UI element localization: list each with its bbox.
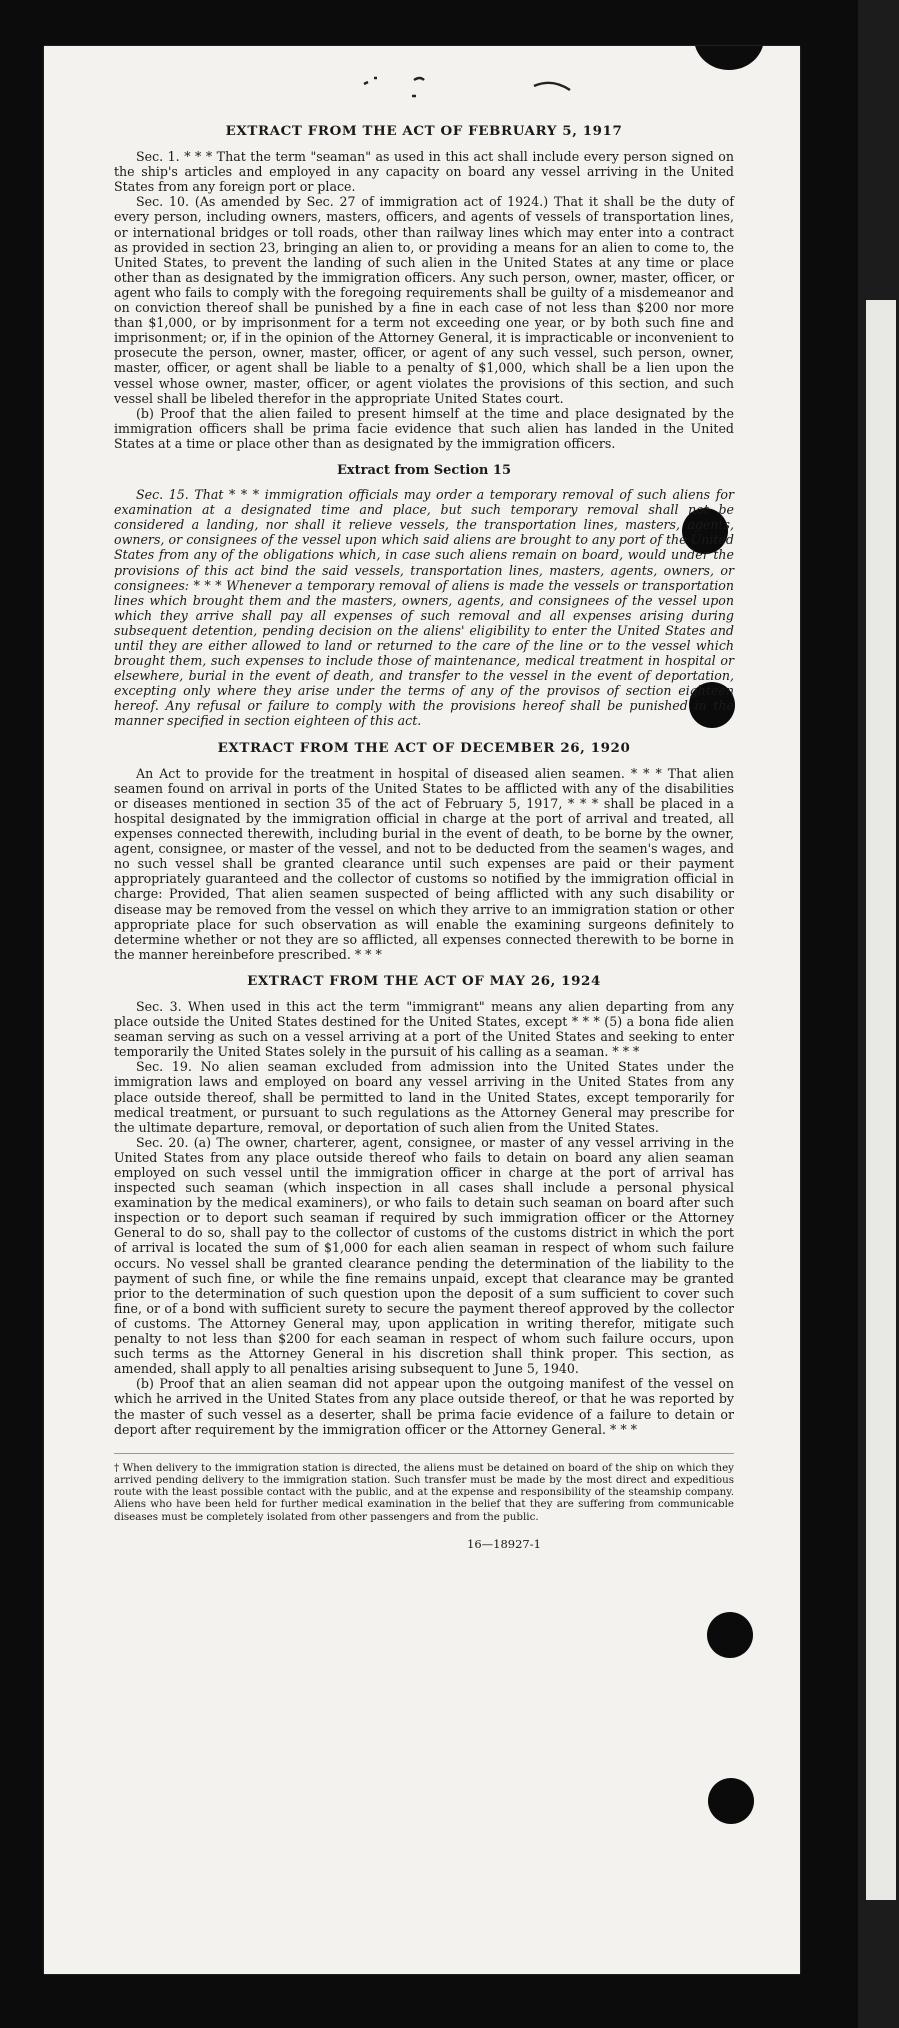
- document-body: [114, 124, 734, 1552]
- section-3-paragraph: Sec. 3. When used in this act the term "immigrant" means any alien departing from any place outside the United States destined for the United States, except * * * (5) a bona fide alien seaman serving as such on a vessel arriving at a port of the United States and seeking to enter temporarily the United States solely in the pursuit of his calling as a seaman. * * *: [114, 998, 734, 1060]
- heading-section-15: Extract from Section 15: [336, 462, 512, 478]
- section-20a-paragraph: Sec. 20. (a) The owner, charterer, agent, consignee, or master of any vessel arriving in the United States from any place outside thereof who fails to detain on board any alien seaman employed on such vessel until the immigration officer in charge at the port of arrival has inspected such seaman (which inspection in all cases shall include a personal physical examination by the medical examiners), or who fails to detain such seaman on board after such inspection or to deport such seaman if required by such immigration officer or the Attorney General to do so, shall pay to the collector of customs of the customs district in which the port of arrival is located the sum of $1,000 for each alien seaman in respect of whom such failure occurs. No vessel shall be granted clearance pending the determination of the liability to the payment of such fine, or while the fine remains unpaid, except that clearance may be granted prior to the determination of such question upon the deposit of a sum sufficient to cover such fine, or of a bond with sufficient surety to secure the payment thereof approved by the collector of customs. The Attorney General may, upon application in writing therefor, mitigate such penalty to not less than $200 for each seaman in respect of whom such failure occurs, upon such terms as the Attorney General in his discretion shall think proper. This section, as amended, shall apply to all penalties arising subsequent to June 5, 1940.: [114, 1134, 734, 1377]
- section-15-paragraph: Sec. 15. That * * * immigration officials may order a temporary removal of such aliens for examination at a designated time and place, but such temporary removal shall not be considered a landing, nor shall it relieve vessels, the transportation lines, masters, agents, owners, or consignees of the vessel upon which said aliens are brought to any port of the United States from any of the obligations which, in case such aliens remain on board, would under the provisions of this act bind the said vessels, transportation lines, masters, agents, owners, or consignees: * * * Whenever a temporary removal of aliens is made the vessels or transportation lines which brought them and the masters, owners, agents, and consignees of the vessel upon which they arrive shall pay all expenses of such removal and all expenses arising during subsequent detention, pending decision on the aliens' eligibility to enter the United States and until they are either allowed to land or returned to the care of the line or to the vessel which brought them, such expenses to include those of maintenance, medical treatment in hospital or elsewhere, burial in the event of death, and transfer to the vessel in the event of deportation, excepting only where they arise under the terms of any of the provisos of section eighteen hereof. Any refusal or failure to comply with the provisions hereof shall be punished in the manner specified in section eighteen of this act.: [114, 487, 734, 729]
- pencil-marks: [344, 56, 584, 106]
- section-10b-paragraph: (b) Proof that the alien failed to present himself at the time and place designated by the immigration officers shall be prima facie evidence that such alien has landed in the United States at a time or place other than as designated by the immigration officers.: [114, 405, 734, 451]
- section-10-paragraph: Sec. 10. (As amended by Sec. 27 of immigration act of 1924.) That it shall be the duty of every person, including owners, masters, officers, and agents of vessels of transportation lines, or international bridges or toll roads, other than railway lines which may enter into a contract as provided in section 23, bringing an alien to, or providing a means for an alien to come to, the United States, to prevent the landing of such alien in the United States at any time or place other than as designated by the immigration officers. Any such person, owner, master, officer, or agent who fails to comply with the foregoing requirements shall be guilty of a misdemeanor and on conviction thereof shall be punished by a fine in each case of not less than $200 nor more than $1,000, or by imprisonment for a term not exceeding one year, or by both such fine and imprisonment; or, if in the opinion of the Attorney General, it is impracticable or inconvenient to prosecute the person, owner, master, officer, or agent of any such vessel, such person, owner, master, officer, or agent shall be liable to a penalty of $1,000, which shall be a lien upon the vessel whose owner, master, officer, or agent violates the provisions of this section, and such vessel shall be libeled therefor in the appropriate United States court.: [114, 194, 734, 406]
- section-20b-paragraph: (b) Proof that an alien seaman did not appear upon the outgoing manifest of the vessel on which he arrived in the United States from any place outside thereof, or that he was reported by the master of such vessel as a deserter, shall be prima facie evidence of a failure to detain or deport after requirement by the immigration officer or the Attorney General. * * *: [114, 1376, 734, 1437]
- heading-act-1920: EXTRACT FROM THE ACT OF DECEMBER 26, 1920: [217, 739, 631, 756]
- punch-hole-4: [708, 1778, 754, 1824]
- heading-act-1917: EXTRACT FROM THE ACT OF FEBRUARY 5, 1917: [225, 123, 623, 139]
- footnote: † When delivery to the immigration station is directed, the aliens must be detained on board of the ship on which they arrived pending delivery to the immigration station. Such transfer must be made by the most direct and expeditious route with the least possible contact with the public, and at the expense and responsibility of the steamship company. Aliens who have been held for further medical examination in the belief that they are suffering from communicable diseases must be completely isolated from other passengers and from the public.: [114, 1453, 734, 1523]
- punch-hole-3: [707, 1612, 753, 1658]
- adjacent-page-strip: [866, 300, 896, 1900]
- form-number: 16—18927-1: [467, 1536, 541, 1551]
- section-1-paragraph: Sec. 1. * * * That the term "seaman" as used in this act shall include every person signed on the ship's articles and employed in any capacity on board any vessel arriving in the United States from any foreign port or place.: [114, 149, 734, 195]
- heading-act-1924: EXTRACT FROM THE ACT OF MAY 26, 1924: [247, 972, 601, 989]
- section-19-paragraph: Sec. 19. No alien seaman excluded from admission into the United States under the immigration laws and employed on board any vessel arriving in the United States from any place outside thereof, shall be permitted to land in the United States, except temporarily for medical treatment, or pursuant to such regulations as the Attorney General may prescribe for the ultimate departure, removal, or deportation of such alien from the United States.: [114, 1059, 734, 1135]
- act-1920-paragraph: An Act to provide for the treatment in hospital of diseased alien seamen. * * * That alien seamen found on arrival in ports of the United States to be afflicted with any of the disabilities or diseases mentioned in section 35 of the act of February 5, 1917, * * * shall be placed in a hospital designated by the immigration official in charge at the port of arrival and treated, all expenses connected therewith, including burial in the event of death, to be borne by the owner, agent, consignee, or master of the vessel, and not to be deducted from the seamen's wages, and no such vessel shall be granted clearance until such expenses are paid or their payment appropriately guaranteed and the collector of customs so notified by the immigration official in charge: Provided, That alien seamen suspected of being afflicted with any such disability or disease may be removed from the vessel on which they arrive to an immigration station or other appropriate place for such observation as will enable the examining surgeons definitely to determine whether or not they are so afflicted, all expenses connected therewith to be borne in the manner hereinbefore prescribed. * * *: [114, 765, 734, 962]
- torn-corner: [694, 46, 764, 70]
- document-page: [44, 46, 800, 1974]
